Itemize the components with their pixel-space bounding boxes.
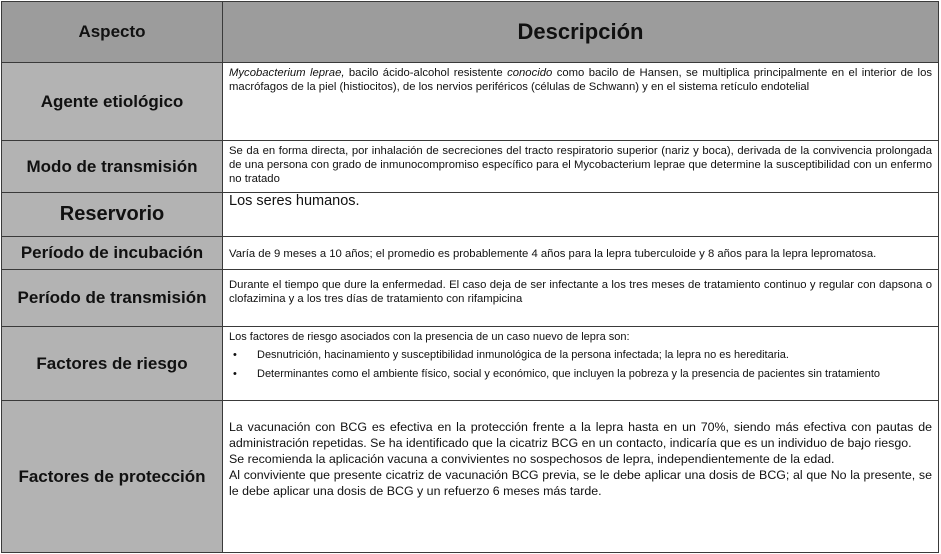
table-row-incubacion bbox=[2, 237, 939, 270]
agente-conocido: conocido bbox=[507, 67, 553, 79]
table-row-reservorio bbox=[2, 193, 939, 237]
riesgo-intro: Los factores de riesgo asociados con la presencia de un caso nuevo de lepra son: bbox=[229, 331, 630, 343]
proteccion-p3: Al conviviente que presente cicatriz de vacunación BCG previa, se le debe aplicar una dosis de BCG; al que No la presente, se le debe aplicar una dosis de BCG y un refuerzo 6 meses más tarde. bbox=[229, 468, 932, 498]
aspect-riesgo-label: Factores de riesgo bbox=[2, 327, 223, 401]
table-row-modo bbox=[2, 141, 939, 193]
proteccion-p1: La vacunación con BCG es efectiva en la protección frente a la lepra hasta en un 70%, siendo más efectiva con pautas de administración repetidas. Se ha identificado que la cicatriz BCG en un contacto, indicaría que es un individuo de bajo riesgo. bbox=[229, 420, 932, 450]
header-description: Descripción bbox=[223, 2, 939, 63]
description-modo: Se da en forma directa, por inhalación de secreciones del tracto respiratorio superior (nariz y boca), derivada de la convivencia prolongada de una persona con grado de inmunocompromiso específico para el Mycobacterium leprae que determine la susceptibilidad con un enfermo no tratado bbox=[223, 141, 939, 193]
table-row-riesgo bbox=[2, 327, 939, 401]
description-riesgo bbox=[223, 327, 939, 401]
aspect-incubacion-label: Período de incubación bbox=[2, 237, 223, 270]
aspect-agente-label: Agente etiológico bbox=[2, 63, 223, 141]
description-agente bbox=[223, 63, 939, 141]
leprosy-info-table bbox=[1, 1, 939, 553]
aspect-proteccion-label: Factores de protección bbox=[2, 401, 223, 553]
aspect-transmision-label: Período de transmisión bbox=[2, 270, 223, 327]
description-reservorio: Los seres humanos. bbox=[223, 193, 939, 237]
list-item: • Determinantes como el ambiente físico, social y económico, que incluyen la pobreza y la presencia de pacientes sin tratamiento bbox=[245, 367, 932, 381]
description-incubacion: Varía de 9 meses a 10 años; el promedio es probablemente 4 años para la lepra tuberculoide y 8 años para la lepra lepromatosa. bbox=[223, 237, 939, 270]
header-aspect: Aspecto bbox=[2, 2, 223, 63]
aspect-modo-label: Modo de transmisión bbox=[2, 141, 223, 193]
agente-text-b: como bacilo de Hansen, se multiplica principalmente en el interior de los macrófagos de la piel (histiocitos), de los nervios periféricos (células de Schwann) y en el sistema retículo endotelial bbox=[229, 67, 933, 93]
proteccion-p2: Se recomienda la aplicación vacuna a convivientes no sospechosos de lepra, independientemente de la edad. bbox=[229, 452, 835, 466]
agente-text-a: bacilo ácido-alcohol resistente bbox=[344, 67, 508, 79]
table-row-agente bbox=[2, 63, 939, 141]
organism-name: Mycobacterium leprae, bbox=[229, 67, 345, 79]
table-row-transmision bbox=[2, 270, 939, 327]
riesgo-list bbox=[229, 348, 932, 381]
list-item: • Desnutrición, hacinamiento y susceptibilidad inmunológica de la persona infectada; la lepra no es hereditaria. bbox=[245, 348, 932, 362]
table-row-proteccion bbox=[2, 401, 939, 553]
header-row bbox=[2, 2, 939, 63]
description-proteccion bbox=[223, 401, 939, 553]
aspect-reservorio-label: Reservorio bbox=[2, 193, 223, 237]
description-transmision: Durante el tiempo que dure la enfermedad. El caso deja de ser infectante a los tres meses de tratamiento continuo y regular con dapsona o clofazimina y a los tres días de tratamiento con rifampicina bbox=[223, 270, 939, 327]
